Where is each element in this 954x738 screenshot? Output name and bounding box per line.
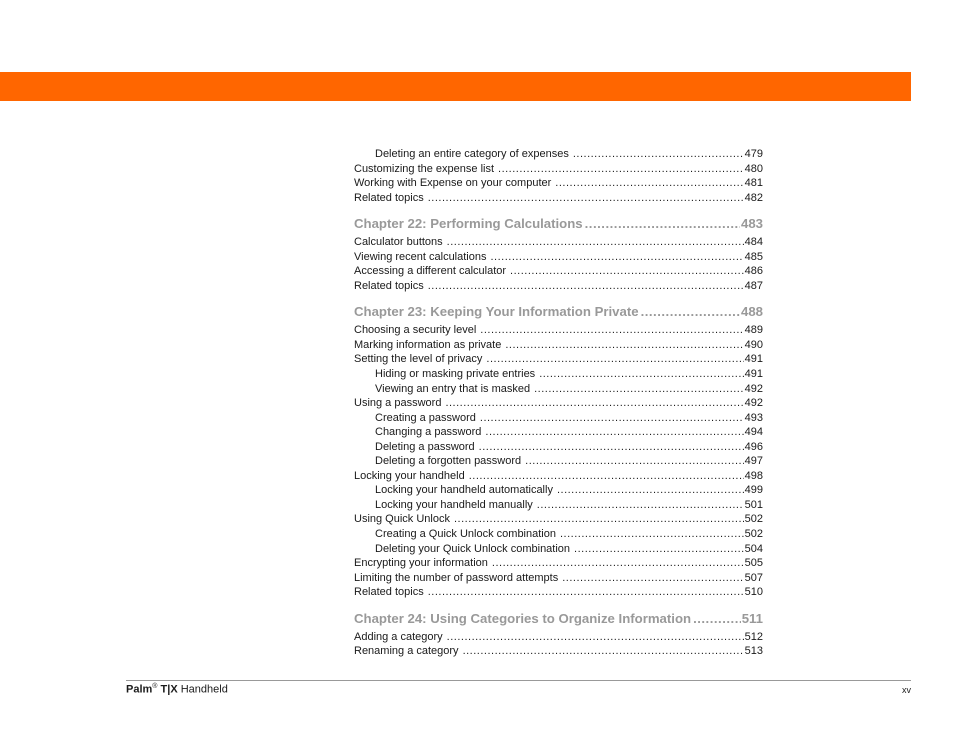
page-number: xv: [902, 685, 911, 695]
toc-entry-title: Locking your handheld: [354, 469, 465, 482]
toc-entry-title: Deleting your Quick Unlock combination: [375, 542, 571, 555]
dot-leader: [537, 498, 744, 513]
toc-entry[interactable]: [354, 498, 763, 513]
dot-leader: [498, 162, 744, 177]
dot-leader: [641, 303, 740, 320]
toc-entry-page: 507: [744, 571, 763, 584]
chapter-page: 511: [741, 610, 763, 626]
toc-entry-page: 491: [744, 368, 763, 381]
brand-name: Palm: [126, 683, 153, 696]
toc-entry-title: Adding a category: [354, 630, 443, 643]
dot-leader: [573, 147, 744, 162]
toc-entry-title: Choosing a security level: [354, 324, 477, 337]
toc-entry-page: 498: [744, 469, 763, 482]
toc-entry-title: Deleting an entire category of expenses: [375, 148, 569, 160]
toc-entry-title: Using Quick Unlock: [354, 513, 450, 526]
chapter-title: Chapter 24: Using Categories to Organize Information: [354, 610, 692, 626]
dot-leader: [486, 352, 743, 367]
toc-entry[interactable]: [354, 527, 763, 542]
toc-entry-page: 486: [744, 265, 763, 278]
toc-entry[interactable]: [354, 411, 763, 426]
toc-entry-title: Calculator buttons: [354, 236, 443, 249]
toc-entry[interactable]: [354, 396, 763, 411]
dot-leader: [574, 542, 744, 557]
dot-leader: [693, 610, 741, 627]
toc-entry-title: Customizing the expense list: [354, 162, 495, 175]
toc-entry-page: 512: [744, 630, 763, 643]
dot-leader: [555, 176, 743, 191]
toc-entry-title: Related topics: [354, 191, 424, 204]
dot-leader: [534, 382, 744, 397]
toc-entry-page: 501: [744, 498, 763, 511]
toc-entry-page: 494: [744, 426, 763, 439]
dot-leader: [585, 215, 740, 232]
dot-leader: [485, 425, 743, 440]
toc-entry-page: 493: [744, 411, 763, 424]
toc-entry[interactable]: [354, 585, 763, 600]
toc-entry-title: Encrypting your information: [354, 557, 488, 570]
product-type: Handheld: [180, 683, 228, 696]
toc-entry[interactable]: [354, 382, 763, 397]
dot-leader: [454, 512, 744, 527]
dot-leader: [447, 235, 744, 250]
dot-leader: [505, 338, 743, 353]
toc-entry-page: 479: [744, 148, 763, 160]
dot-leader: [479, 440, 744, 455]
toc-entry-page: 491: [744, 353, 763, 366]
toc-entry[interactable]: [354, 440, 763, 455]
table-of-contents: [354, 147, 763, 659]
toc-entry[interactable]: [354, 483, 763, 498]
toc-entry-title: Limiting the number of password attempts: [354, 571, 559, 584]
toc-entry-page: 505: [744, 557, 763, 570]
toc-entry[interactable]: [354, 279, 763, 294]
toc-entry[interactable]: [354, 469, 763, 484]
toc-entry[interactable]: [354, 644, 763, 659]
dot-leader: [557, 483, 744, 498]
toc-entry-page: 502: [744, 513, 763, 526]
dot-leader: [469, 469, 744, 484]
toc-entry-title: Viewing an entry that is masked: [375, 382, 531, 395]
toc-entry-title: Viewing recent calculations: [354, 250, 487, 263]
toc-entry-title: Creating a Quick Unlock combination: [375, 528, 556, 541]
toc-entry-page: 481: [744, 177, 763, 190]
toc-entry-page: 492: [744, 397, 763, 410]
dot-leader: [480, 411, 744, 426]
toc-entry[interactable]: [354, 512, 763, 527]
toc-entry-page: 496: [744, 440, 763, 453]
dot-leader: [539, 367, 743, 382]
model-name: T|X: [160, 683, 178, 696]
dot-leader: [428, 279, 744, 294]
toc-entry-title: Setting the level of privacy: [354, 353, 483, 366]
chapter-heading-24[interactable]: [354, 610, 763, 627]
toc-entry-title: Hiding or masking private entries: [375, 368, 536, 381]
toc-entry[interactable]: [354, 630, 763, 645]
toc-entry-page: 502: [744, 528, 763, 541]
toc-entry[interactable]: [354, 454, 763, 469]
toc-entry[interactable]: [354, 191, 763, 206]
chapter-page: 488: [740, 304, 763, 320]
dot-leader: [562, 571, 743, 586]
toc-entry-page: 482: [744, 191, 763, 204]
toc-entry-page: 487: [744, 279, 763, 292]
toc-entry[interactable]: [354, 176, 763, 191]
toc-entry-page: 510: [744, 586, 763, 599]
dot-leader: [428, 585, 744, 600]
toc-entry-page: 492: [744, 382, 763, 395]
toc-entry-title: Locking your handheld automatically: [375, 484, 553, 497]
toc-entry-page: 490: [744, 338, 763, 351]
header-banner: [0, 72, 911, 101]
toc-entry-title: Marking information as private: [354, 338, 502, 351]
registered-mark: ®: [152, 683, 158, 690]
dot-leader: [428, 191, 744, 206]
toc-entry-page: 499: [744, 484, 763, 497]
toc-entry-page: 480: [744, 162, 763, 175]
toc-entry-title: Accessing a different calculator: [354, 265, 507, 278]
toc-entry[interactable]: [354, 250, 763, 265]
toc-entry[interactable]: [354, 425, 763, 440]
footer-divider: [126, 680, 911, 681]
toc-entry-page: 513: [744, 645, 763, 658]
toc-entry[interactable]: [354, 264, 763, 279]
toc-entry-page: 504: [744, 542, 763, 555]
toc-entry[interactable]: [354, 571, 763, 586]
toc-entry-page: 484: [744, 236, 763, 249]
chapter-heading-23[interactable]: [354, 303, 763, 320]
toc-entry-title: Renaming a category: [354, 645, 459, 658]
toc-entry[interactable]: [354, 147, 763, 162]
dot-leader: [463, 644, 744, 659]
toc-entry-title: Using a password: [354, 397, 442, 410]
toc-entry[interactable]: [354, 323, 763, 338]
dot-leader: [510, 264, 744, 279]
toc-entry-title: Locking your handheld manually: [375, 498, 533, 511]
chapter-title: Chapter 22: Performing Calculations: [354, 216, 583, 232]
toc-entry-title: Working with Expense on your computer: [354, 177, 552, 190]
toc-entry-page: 489: [744, 324, 763, 337]
dot-leader: [492, 556, 744, 571]
toc-entry[interactable]: [354, 542, 763, 557]
toc-entry[interactable]: [354, 352, 763, 367]
dot-leader: [560, 527, 744, 542]
toc-entry[interactable]: [354, 235, 763, 250]
toc-entry-title: Deleting a forgotten password: [375, 455, 522, 468]
dot-leader: [490, 250, 743, 265]
chapter-heading-22[interactable]: [354, 215, 763, 232]
footer-product-name: [126, 683, 228, 696]
toc-entry[interactable]: [354, 556, 763, 571]
toc-entry[interactable]: [354, 162, 763, 177]
dot-leader: [525, 454, 743, 469]
toc-entry[interactable]: [354, 367, 763, 382]
dot-leader: [480, 323, 743, 338]
toc-entry-page: 485: [744, 250, 763, 263]
toc-entry-title: Creating a password: [375, 411, 476, 424]
dot-leader: [445, 396, 743, 411]
toc-entry-page: 497: [744, 455, 763, 468]
toc-entry-title: Related topics: [354, 279, 424, 292]
toc-entry[interactable]: [354, 338, 763, 353]
chapter-title: Chapter 23: Keeping Your Information Private: [354, 304, 639, 320]
dot-leader: [447, 630, 744, 645]
toc-entry-title: Changing a password: [375, 426, 482, 439]
toc-entry-title: Deleting a password: [375, 440, 475, 453]
chapter-page: 483: [740, 216, 763, 232]
toc-entry-title: Related topics: [354, 586, 424, 599]
